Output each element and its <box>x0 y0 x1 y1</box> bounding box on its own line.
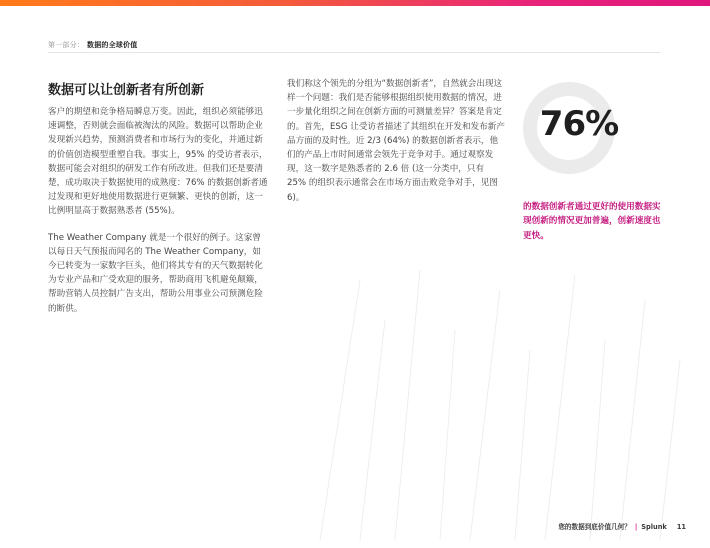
middle-column <box>287 77 505 205</box>
section-topic: 数据的全球价值 <box>87 41 138 49</box>
footer-title: 您的数据到底价值几何？ <box>558 523 631 531</box>
top-gradient-bar <box>0 0 710 6</box>
paragraph-intro: 客户的期望和竞争格局瞬息万变。因此，组织必须能够迅速调整，否则就会面临被淘汰的风险。数据可以帮助企业发现新兴趋势，预测消费者和市场行为的变化，并通过新的价值创造模型重塑自我。事实上，95% 的受访者表示，数据可能会对组织的研发工作有所改进。但我们还是要清楚，成功取决于数据使用的成熟度：76% 的数据创新者通过发现和更好地使用数据进行更频繁、更快的创新，这一比例明显高于数据熟悉者 (55%)。 <box>48 107 268 217</box>
paragraph-data-innovators: 我们称这个领先的分组为“数据创新者”，自然就会出现这样一个问题：我们是否能够根据组织使用数据的情况，进一步量化组织之间在创新方面的可测量差异？答案是肯定的。首先，ESG 让受访者描述了其组织在开发和发布新产品方面的及时性。近 2/3 (64%) 的数据创新者表示，他们的产品上市时间通常会领先于竞争对手。通过观察发现，这一数字是熟悉者的 2.6 倍 (这一分类中，只有 25% 的组织表示通常会在市场方面击败竞争对手，见图 6)。 <box>287 79 505 203</box>
section-part: 第一部分： <box>48 41 84 49</box>
stat-callout: 的数据创新者通过更好的使用数据实现创新的情况更加普遍，创新速度也更快。 <box>523 202 661 241</box>
paragraph-weather-company: The Weather Company 就是一个很好的例子。这家曾以每日天气预报而闻名的 The Weather Company，如今已转变为一家数字巨头，他们将其专有的天气数据转化为专业产品和广受欢迎的服务，帮助商用飞机避免颠簸，帮助营销人员控制广告支出，帮助公用事业公司预测危险的断供。 <box>48 232 263 314</box>
stat-value: 76% <box>539 104 619 144</box>
page-footer <box>558 521 686 531</box>
article-heading: 数据可以让创新者有所创新 <box>48 83 205 98</box>
page-number: 11 <box>676 523 686 531</box>
header-divider <box>48 52 660 53</box>
background-line-art <box>300 260 710 540</box>
footer-separator: | <box>634 523 638 531</box>
footer-brand: Splunk <box>641 523 667 531</box>
section-label <box>48 40 137 50</box>
left-column <box>48 79 268 328</box>
